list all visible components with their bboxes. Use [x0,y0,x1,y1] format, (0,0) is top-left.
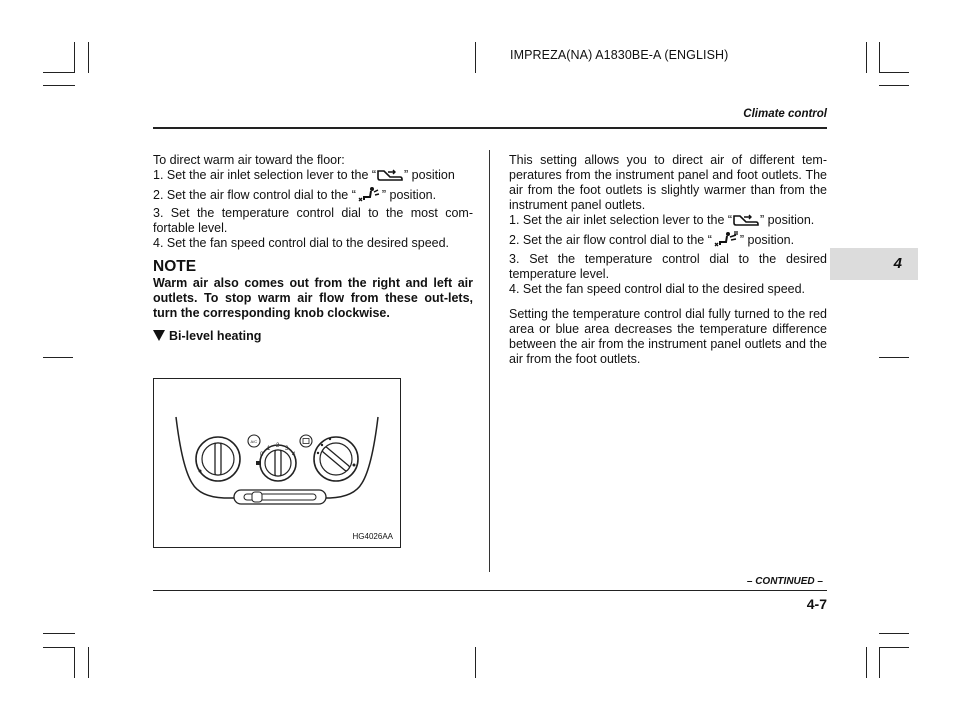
step-2: 2. Set the air flow control dial to the “ ” position. [153,186,473,206]
triangle-bullet-icon [153,330,165,341]
crop-mark [879,42,880,73]
svg-text:4: 4 [292,452,296,458]
note-heading: NOTE [153,257,197,275]
step-1: 1. Set the air inlet selection lever to the “ ” position. [509,213,827,231]
left-column [153,153,473,344]
crop-mark [879,647,880,678]
crop-mark [879,647,909,648]
svg-text:3: 3 [285,446,289,452]
step-1: 1. Set the air inlet selection lever to the “ ” position [153,168,473,186]
crop-mark [879,85,909,86]
climate-panel-illustration [154,379,400,547]
fresh-air-inlet-icon [376,168,404,186]
control-panel-figure [153,378,401,548]
chapter-tab: 4 [830,248,918,280]
crop-mark [88,42,89,73]
subsection-heading: Bi-level heating [153,329,473,344]
crop-mark [74,647,75,678]
step-2: 2. Set the air flow control dial to the “ ” position. [509,231,827,251]
note-text: Warm air also comes out from the right and left air outlets. To stop warm air flow from these out-lets, turn the corresponding knob clockwise. [153,275,473,320]
column-divider [489,150,490,572]
intro-text: To direct warm air toward the floor: [153,153,345,167]
crop-mark [88,647,89,678]
document-code: IMPREZA(NA) A1830BE-A (ENGLISH) [510,48,729,62]
svg-text:0: 0 [260,452,264,458]
crop-mark [879,633,909,634]
crop-mark [475,647,476,678]
continued-label: – CONTINUED – [746,576,823,587]
section-title: Climate control [743,108,827,120]
fresh-air-inlet-icon [732,213,760,231]
bi-level-mode-icon [712,231,740,251]
step-3: 3. Set the temperature control dial to the most com-fortable level. [153,206,473,236]
crop-mark [43,357,73,358]
step-4: 4. Set the fan speed control dial to the desired speed. [153,236,450,251]
header-rule [153,127,827,129]
intro-paragraph: This setting allows you to direct air of different tem-peratures from the instrument panel and foot outlets. The air from the foot outlets is slightly warmer than from the instrument panel outlets. [509,153,827,213]
crop-mark [866,42,867,73]
crop-mark [43,647,75,648]
crop-mark [43,72,75,73]
right-column [509,153,827,367]
figure-caption: HG4026AA [352,532,393,541]
step-3: 3. Set the temperature control dial to the desired temperature level. [509,251,827,281]
step-4: 4. Set the fan speed control dial to the desired speed. [509,281,806,296]
crop-mark [43,85,75,86]
svg-text:2: 2 [276,443,280,449]
footer-rule [153,590,827,591]
crop-mark [866,647,867,678]
svg-text:1: 1 [267,446,271,452]
closing-paragraph: Setting the temperature control dial fully turned to the red area or blue area decreases the temperature difference between the air from the instrument panel outlets and the air from the foot outlets. [509,306,827,367]
page-number: 4-7 [806,596,827,612]
crop-mark [74,42,75,73]
crop-mark [879,72,909,73]
crop-mark [43,633,75,634]
crop-mark [475,42,476,73]
crop-mark [879,357,909,358]
foot-vent-mode-icon [356,186,382,206]
svg-text:A/C: A/C [250,439,258,444]
